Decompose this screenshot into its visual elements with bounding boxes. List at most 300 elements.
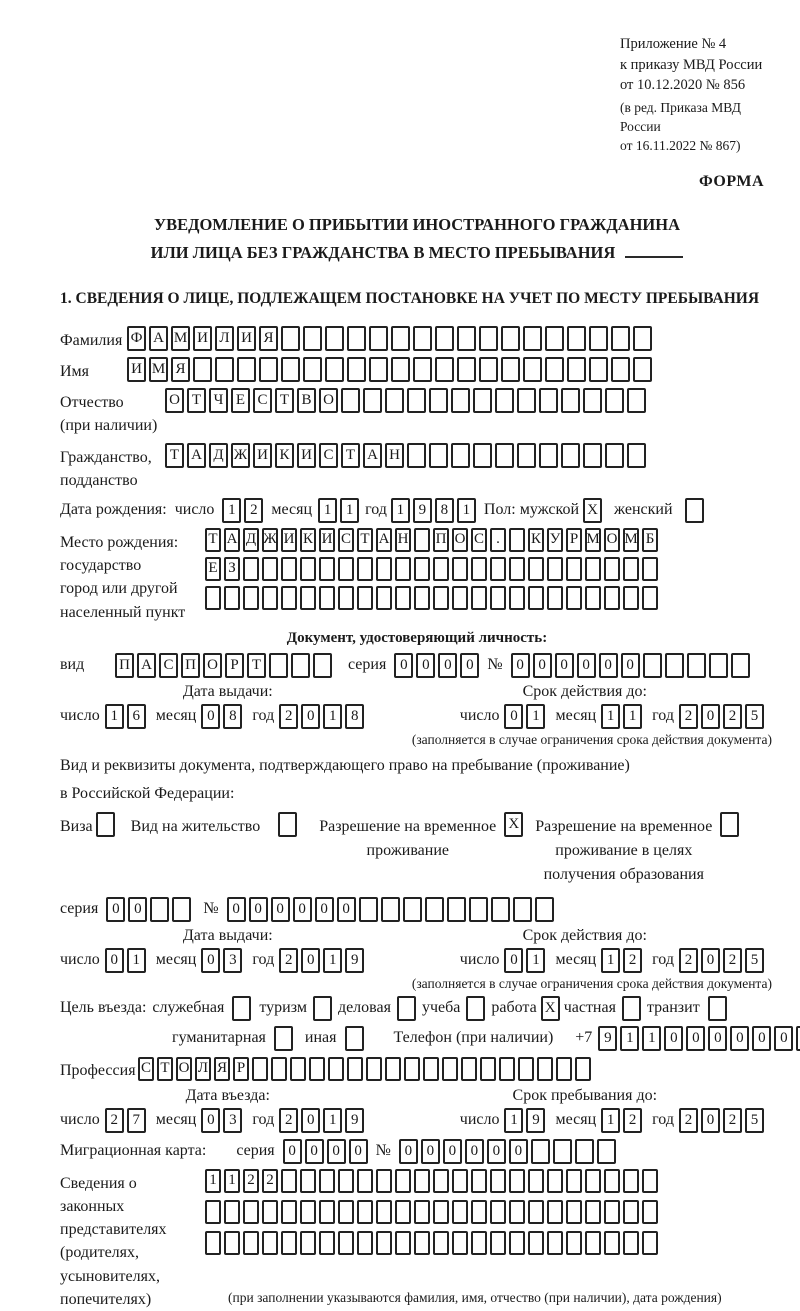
char-cell[interactable] (539, 388, 558, 413)
entry-year-cells[interactable] (279, 1108, 364, 1133)
char-cell[interactable]: Ф (127, 326, 146, 351)
char-cell[interactable] (205, 1200, 221, 1224)
purpose-commercial-checkbox[interactable] (397, 996, 416, 1021)
char-cell[interactable]: 8 (435, 498, 454, 523)
char-cell[interactable] (205, 586, 221, 610)
char-cell[interactable] (547, 1200, 563, 1224)
char-cell[interactable]: 0 (421, 1139, 440, 1164)
purpose-study-checkbox[interactable] (466, 996, 485, 1021)
char-cell[interactable] (575, 1139, 594, 1164)
char-cell[interactable] (414, 557, 430, 581)
char-cell[interactable] (435, 326, 454, 351)
char-cell[interactable] (451, 443, 470, 468)
representatives-cells-2[interactable] (205, 1200, 658, 1224)
char-cell[interactable]: А (363, 443, 382, 468)
char-cell[interactable] (433, 1169, 449, 1193)
char-cell[interactable] (224, 1231, 240, 1255)
char-cell[interactable]: 2 (262, 1169, 278, 1193)
char-cell[interactable] (357, 1169, 373, 1193)
char-cell[interactable] (528, 1231, 544, 1255)
purpose-work-checkbox[interactable] (541, 996, 560, 1021)
char-cell[interactable]: 5 (745, 948, 764, 973)
char-cell[interactable] (224, 586, 240, 610)
char-cell[interactable] (281, 326, 300, 351)
char-cell[interactable] (665, 653, 684, 678)
char-cell[interactable]: У (547, 528, 563, 552)
char-cell[interactable] (479, 326, 498, 351)
char-cell[interactable]: 1 (620, 1026, 639, 1051)
char-cell[interactable] (561, 388, 580, 413)
valid-month-cells[interactable] (601, 948, 642, 973)
char-cell[interactable] (471, 1169, 487, 1193)
char-cell[interactable] (300, 1200, 316, 1224)
char-cell[interactable]: Т (165, 443, 184, 468)
char-cell[interactable]: 1 (323, 704, 342, 729)
char-cell[interactable] (473, 388, 492, 413)
char-cell[interactable]: С (319, 443, 338, 468)
char-cell[interactable] (490, 557, 506, 581)
char-cell[interactable]: 1 (105, 704, 124, 729)
char-cell[interactable] (480, 1057, 496, 1081)
entry-month-cells[interactable] (201, 1108, 242, 1133)
char-cell[interactable] (623, 557, 639, 581)
birth-place-cells-1[interactable] (205, 528, 658, 552)
char-cell[interactable] (589, 357, 608, 382)
char-cell[interactable]: А (187, 443, 206, 468)
char-cell[interactable] (589, 326, 608, 351)
char-cell[interactable] (414, 1169, 430, 1193)
char-cell[interactable]: 1 (323, 948, 342, 973)
birth-month-cells[interactable] (318, 498, 359, 523)
char-cell[interactable] (597, 1139, 616, 1164)
char-cell[interactable]: 1 (457, 498, 476, 523)
char-cell[interactable] (495, 443, 514, 468)
char-cell[interactable] (528, 1200, 544, 1224)
char-cell[interactable]: Ж (262, 528, 278, 552)
temp-residence-checkbox[interactable] (504, 812, 523, 837)
char-cell[interactable] (452, 1231, 468, 1255)
issue-day-cells[interactable] (105, 704, 146, 729)
char-cell[interactable] (547, 557, 563, 581)
patronymic-cells[interactable] (165, 388, 646, 413)
char-cell[interactable] (376, 1200, 392, 1224)
char-cell[interactable] (490, 1169, 506, 1193)
char-cell[interactable] (435, 357, 454, 382)
char-cell[interactable] (585, 557, 601, 581)
char-cell[interactable]: К (275, 443, 294, 468)
char-cell[interactable]: Р (566, 528, 582, 552)
char-cell[interactable] (499, 1057, 515, 1081)
char-cell[interactable]: X (541, 996, 560, 1021)
char-cell[interactable] (237, 357, 256, 382)
char-cell[interactable] (414, 586, 430, 610)
char-cell[interactable]: Я (171, 357, 190, 382)
char-cell[interactable]: 0 (504, 948, 523, 973)
entry-day-cells[interactable] (105, 1108, 146, 1133)
char-cell[interactable]: X (583, 498, 602, 523)
char-cell[interactable]: 1 (127, 948, 146, 973)
char-cell[interactable]: 0 (621, 653, 640, 678)
char-cell[interactable] (376, 1169, 392, 1193)
char-cell[interactable] (281, 1169, 297, 1193)
char-cell[interactable] (433, 586, 449, 610)
char-cell[interactable]: 0 (327, 1139, 346, 1164)
char-cell[interactable] (523, 357, 542, 382)
char-cell[interactable] (622, 996, 641, 1021)
char-cell[interactable] (313, 996, 332, 1021)
char-cell[interactable] (325, 357, 344, 382)
representatives-cells-3[interactable] (205, 1231, 658, 1255)
char-cell[interactable]: Д (243, 528, 259, 552)
birth-year-cells[interactable] (391, 498, 476, 523)
char-cell[interactable] (407, 443, 426, 468)
char-cell[interactable] (517, 388, 536, 413)
char-cell[interactable]: О (319, 388, 338, 413)
char-cell[interactable] (539, 443, 558, 468)
char-cell[interactable] (642, 1200, 658, 1224)
char-cell[interactable]: 2 (723, 704, 742, 729)
representatives-cells-1[interactable] (205, 1169, 658, 1193)
char-cell[interactable]: Т (357, 528, 373, 552)
char-cell[interactable] (319, 1200, 335, 1224)
char-cell[interactable] (243, 1231, 259, 1255)
char-cell[interactable]: 8 (345, 704, 364, 729)
char-cell[interactable] (642, 586, 658, 610)
char-cell[interactable]: Н (385, 443, 404, 468)
char-cell[interactable] (281, 1200, 297, 1224)
purpose-humanitarian-checkbox[interactable] (274, 1026, 293, 1051)
stay-year-cells[interactable] (679, 1108, 764, 1133)
residence-permit-checkbox[interactable] (278, 812, 297, 837)
char-cell[interactable] (338, 586, 354, 610)
char-cell[interactable] (501, 357, 520, 382)
char-cell[interactable] (611, 326, 630, 351)
char-cell[interactable] (407, 388, 426, 413)
char-cell[interactable]: И (127, 357, 146, 382)
char-cell[interactable]: 0 (416, 653, 435, 678)
char-cell[interactable] (708, 996, 727, 1021)
char-cell[interactable] (319, 1169, 335, 1193)
char-cell[interactable] (96, 812, 115, 837)
char-cell[interactable]: 0 (438, 653, 457, 678)
char-cell[interactable] (604, 557, 620, 581)
char-cell[interactable] (509, 586, 525, 610)
char-cell[interactable] (395, 586, 411, 610)
char-cell[interactable] (300, 1169, 316, 1193)
char-cell[interactable] (385, 388, 404, 413)
issue-day-cells[interactable] (105, 948, 146, 973)
char-cell[interactable] (357, 557, 373, 581)
char-cell[interactable]: 1 (642, 1026, 661, 1051)
char-cell[interactable] (262, 586, 278, 610)
char-cell[interactable] (604, 1231, 620, 1255)
temp-residence-edu-checkbox[interactable] (720, 812, 739, 837)
char-cell[interactable] (471, 1200, 487, 1224)
char-cell[interactable] (338, 1200, 354, 1224)
profession-cells[interactable] (138, 1056, 591, 1081)
char-cell[interactable]: Т (341, 443, 360, 468)
char-cell[interactable] (531, 1139, 550, 1164)
char-cell[interactable] (269, 653, 288, 678)
char-cell[interactable] (585, 586, 601, 610)
char-cell[interactable]: 1 (601, 1108, 620, 1133)
char-cell[interactable] (357, 1200, 373, 1224)
char-cell[interactable] (291, 653, 310, 678)
char-cell[interactable] (205, 1231, 221, 1255)
char-cell[interactable] (547, 586, 563, 610)
char-cell[interactable]: 8 (223, 704, 242, 729)
char-cell[interactable] (643, 653, 662, 678)
valid-year-cells[interactable] (679, 948, 764, 973)
char-cell[interactable] (528, 557, 544, 581)
char-cell[interactable]: З (224, 557, 240, 581)
char-cell[interactable]: 9 (526, 1108, 545, 1133)
char-cell[interactable] (172, 897, 191, 922)
char-cell[interactable]: И (193, 326, 212, 351)
char-cell[interactable] (413, 326, 432, 351)
char-cell[interactable] (556, 1057, 572, 1081)
char-cell[interactable]: 1 (526, 948, 545, 973)
char-cell[interactable] (452, 1169, 468, 1193)
char-cell[interactable]: И (297, 443, 316, 468)
char-cell[interactable] (452, 586, 468, 610)
char-cell[interactable] (451, 388, 470, 413)
char-cell[interactable] (300, 557, 316, 581)
char-cell[interactable]: 0 (511, 653, 530, 678)
char-cell[interactable] (623, 1231, 639, 1255)
char-cell[interactable] (471, 557, 487, 581)
char-cell[interactable] (319, 1231, 335, 1255)
purpose-business-checkbox[interactable] (232, 996, 251, 1021)
char-cell[interactable] (685, 498, 704, 523)
char-cell[interactable]: 0 (465, 1139, 484, 1164)
char-cell[interactable] (452, 1200, 468, 1224)
char-cell[interactable]: 2 (623, 948, 642, 973)
char-cell[interactable]: 0 (701, 704, 720, 729)
char-cell[interactable] (566, 557, 582, 581)
char-cell[interactable] (585, 1231, 601, 1255)
char-cell[interactable] (442, 1057, 458, 1081)
char-cell[interactable]: Т (275, 388, 294, 413)
char-cell[interactable] (232, 996, 251, 1021)
char-cell[interactable]: 1 (526, 704, 545, 729)
char-cell[interactable] (395, 1200, 411, 1224)
char-cell[interactable] (271, 1057, 287, 1081)
char-cell[interactable] (413, 357, 432, 382)
char-cell[interactable]: 0 (337, 897, 356, 922)
char-cell[interactable] (473, 443, 492, 468)
char-cell[interactable]: 0 (730, 1026, 749, 1051)
char-cell[interactable]: 0 (686, 1026, 705, 1051)
char-cell[interactable] (274, 1026, 293, 1051)
char-cell[interactable]: 2 (244, 498, 263, 523)
char-cell[interactable] (457, 357, 476, 382)
char-cell[interactable]: 0 (201, 1108, 220, 1133)
char-cell[interactable] (518, 1057, 534, 1081)
char-cell[interactable] (547, 1231, 563, 1255)
char-cell[interactable] (523, 326, 542, 351)
char-cell[interactable] (509, 528, 525, 552)
char-cell[interactable]: Ч (209, 388, 228, 413)
char-cell[interactable] (262, 557, 278, 581)
char-cell[interactable] (528, 586, 544, 610)
char-cell[interactable]: 3 (223, 1108, 242, 1133)
char-cell[interactable]: 2 (723, 1108, 742, 1133)
char-cell[interactable] (193, 357, 212, 382)
char-cell[interactable]: 0 (701, 948, 720, 973)
char-cell[interactable]: 0 (301, 948, 320, 973)
stay-day-cells[interactable] (504, 1108, 545, 1133)
char-cell[interactable] (309, 1057, 325, 1081)
doc-number-cells[interactable] (511, 653, 750, 678)
char-cell[interactable]: И (281, 528, 297, 552)
char-cell[interactable]: Е (205, 557, 221, 581)
char-cell[interactable] (567, 357, 586, 382)
char-cell[interactable]: 1 (318, 498, 337, 523)
char-cell[interactable] (369, 357, 388, 382)
char-cell[interactable]: И (237, 326, 256, 351)
char-cell[interactable] (537, 1057, 553, 1081)
phone-cells[interactable] (598, 1026, 800, 1051)
char-cell[interactable]: 2 (243, 1169, 259, 1193)
char-cell[interactable]: Т (157, 1057, 173, 1081)
char-cell[interactable]: Д (209, 443, 228, 468)
valid-year-cells[interactable] (679, 704, 764, 729)
char-cell[interactable] (633, 357, 652, 382)
char-cell[interactable] (720, 812, 739, 837)
char-cell[interactable] (300, 1231, 316, 1255)
char-cell[interactable] (535, 897, 554, 922)
char-cell[interactable] (433, 557, 449, 581)
char-cell[interactable] (259, 357, 278, 382)
char-cell[interactable]: 0 (664, 1026, 683, 1051)
char-cell[interactable] (404, 1057, 420, 1081)
char-cell[interactable]: 2 (279, 704, 298, 729)
char-cell[interactable]: 0 (271, 897, 290, 922)
char-cell[interactable] (243, 1200, 259, 1224)
char-cell[interactable] (509, 1231, 525, 1255)
char-cell[interactable] (224, 1200, 240, 1224)
char-cell[interactable] (341, 388, 360, 413)
char-cell[interactable]: 1 (222, 498, 241, 523)
char-cell[interactable] (243, 557, 259, 581)
char-cell[interactable]: Б (642, 528, 658, 552)
char-cell[interactable]: Т (247, 653, 266, 678)
char-cell[interactable]: 2 (623, 1108, 642, 1133)
char-cell[interactable] (796, 1026, 800, 1051)
char-cell[interactable] (303, 357, 322, 382)
char-cell[interactable]: М (585, 528, 601, 552)
char-cell[interactable]: Я (259, 326, 278, 351)
char-cell[interactable] (347, 1057, 363, 1081)
char-cell[interactable]: М (623, 528, 639, 552)
char-cell[interactable]: 9 (345, 1108, 364, 1133)
char-cell[interactable] (376, 557, 392, 581)
char-cell[interactable]: Е (231, 388, 250, 413)
char-cell[interactable]: 0 (460, 653, 479, 678)
char-cell[interactable]: Л (215, 326, 234, 351)
char-cell[interactable] (338, 1169, 354, 1193)
birth-place-cells-3[interactable] (205, 586, 658, 610)
residence-series-cells[interactable] (106, 897, 191, 922)
char-cell[interactable]: 0 (201, 948, 220, 973)
char-cell[interactable] (376, 1231, 392, 1255)
char-cell[interactable] (623, 586, 639, 610)
migration-number-cells[interactable] (399, 1139, 616, 1164)
char-cell[interactable]: 5 (745, 704, 764, 729)
doc-series-cells[interactable] (394, 653, 479, 678)
char-cell[interactable]: 1 (504, 1108, 523, 1133)
char-cell[interactable]: 7 (127, 1108, 146, 1133)
char-cell[interactable] (627, 443, 646, 468)
char-cell[interactable] (509, 1200, 525, 1224)
char-cell[interactable] (605, 388, 624, 413)
char-cell[interactable] (376, 586, 392, 610)
char-cell[interactable] (313, 653, 332, 678)
char-cell[interactable] (423, 1057, 439, 1081)
char-cell[interactable]: 1 (224, 1169, 240, 1193)
char-cell[interactable] (545, 357, 564, 382)
char-cell[interactable]: Т (205, 528, 221, 552)
char-cell[interactable]: О (165, 388, 184, 413)
char-cell[interactable]: П (181, 653, 200, 678)
char-cell[interactable]: 2 (679, 1108, 698, 1133)
char-cell[interactable] (300, 586, 316, 610)
char-cell[interactable]: Л (195, 1057, 211, 1081)
char-cell[interactable]: 0 (443, 1139, 462, 1164)
char-cell[interactable] (461, 1057, 477, 1081)
issue-year-cells[interactable] (279, 704, 364, 729)
char-cell[interactable]: Р (225, 653, 244, 678)
char-cell[interactable] (495, 388, 514, 413)
char-cell[interactable] (623, 1200, 639, 1224)
char-cell[interactable]: 1 (601, 948, 620, 973)
char-cell[interactable] (447, 897, 466, 922)
char-cell[interactable] (509, 1169, 525, 1193)
purpose-tourism-checkbox[interactable] (313, 996, 332, 1021)
char-cell[interactable] (397, 996, 416, 1021)
valid-day-cells[interactable] (504, 948, 545, 973)
char-cell[interactable] (687, 653, 706, 678)
char-cell[interactable]: 1 (340, 498, 359, 523)
char-cell[interactable] (490, 586, 506, 610)
char-cell[interactable]: 0 (227, 897, 246, 922)
char-cell[interactable]: 0 (399, 1139, 418, 1164)
char-cell[interactable] (553, 1139, 572, 1164)
char-cell[interactable]: М (149, 357, 168, 382)
char-cell[interactable] (517, 443, 536, 468)
purpose-transit-checkbox[interactable] (708, 996, 727, 1021)
visa-checkbox[interactable] (96, 812, 115, 837)
issue-month-cells[interactable] (201, 948, 242, 973)
char-cell[interactable] (395, 1169, 411, 1193)
char-cell[interactable]: 2 (279, 1108, 298, 1133)
char-cell[interactable]: 0 (599, 653, 618, 678)
char-cell[interactable]: 1 (601, 704, 620, 729)
char-cell[interactable]: 0 (349, 1139, 368, 1164)
char-cell[interactable] (604, 586, 620, 610)
char-cell[interactable] (605, 443, 624, 468)
char-cell[interactable] (547, 1169, 563, 1193)
valid-month-cells[interactable] (601, 704, 642, 729)
char-cell[interactable] (561, 443, 580, 468)
char-cell[interactable]: 0 (283, 1139, 302, 1164)
char-cell[interactable] (281, 557, 297, 581)
char-cell[interactable] (471, 1231, 487, 1255)
char-cell[interactable]: 0 (577, 653, 596, 678)
char-cell[interactable] (281, 1231, 297, 1255)
char-cell[interactable]: 0 (504, 704, 523, 729)
